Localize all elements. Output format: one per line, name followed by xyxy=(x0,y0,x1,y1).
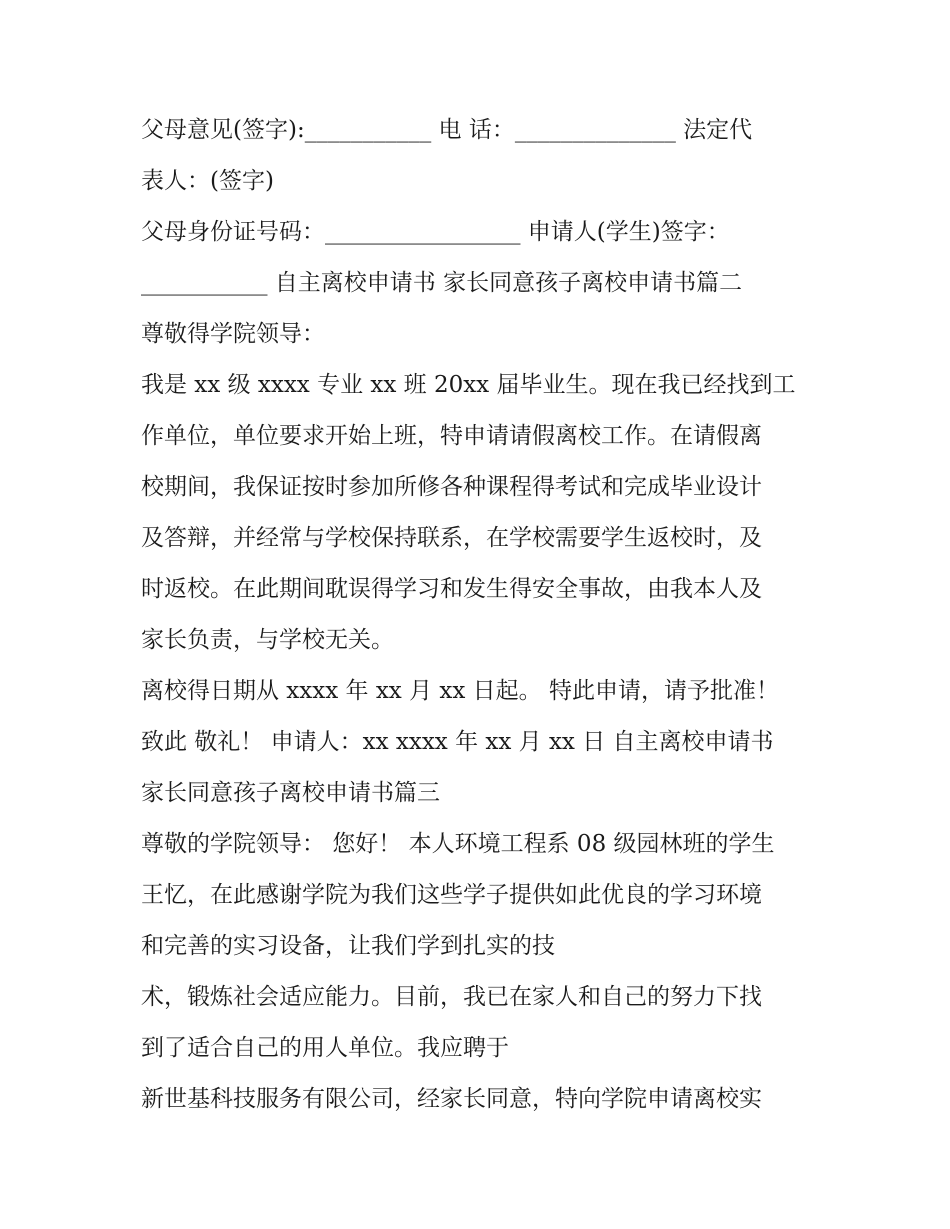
text-line: 王忆，在此感谢学院为我们这些学子提供如此优良的学习环境 xyxy=(141,882,762,908)
text-line: 和完善的实习设备，让我们学到扎实的技 xyxy=(141,933,555,959)
text-line: 父母身份证号码：_________________ 申请人(学生)签字： xyxy=(141,219,730,245)
text-line: 离校得日期从 xxxx 年 xx 月 xx 日起。 特此申请，请予批准！ xyxy=(141,678,779,704)
text-line: 尊敬的学院领导： 您好！ 本人环境工程系 08 级园林班的学生 xyxy=(141,831,775,857)
text-line: 作单位，单位要求开始上班，特申请请假离校工作。在请假离 xyxy=(141,423,762,449)
document-body xyxy=(141,107,821,1127)
text-line: 术，锻炼社会适应能力。目前，我已在家人和自己的努力下找 xyxy=(141,984,762,1010)
text-line: 及答辩，并经常与学校保持联系，在学校需要学生返校时，及 xyxy=(141,525,762,551)
text-line: 致此 敬礼！ 申请人：xx xxxx 年 xx 月 xx 日 自主离校申请书 xyxy=(141,729,774,755)
text-line: ___________ 自主离校申请书 家长同意孩子离校申请书篇二 xyxy=(141,270,743,296)
text-line: 尊敬得学院领导： xyxy=(141,321,325,347)
text-line: 到了适合自己的用人单位。我应聘于 xyxy=(141,1035,509,1061)
text-line: 我是 xx 级 xxxx 专业 xx 班 20xx 届毕业生。现在我已经找到工 xyxy=(141,372,796,398)
text-line: 表人：(签字) xyxy=(141,168,274,194)
text-line: 时返校。在此期间耽误得学习和发生得安全事故，由我本人及 xyxy=(141,576,762,602)
text-line: 新世基科技服务有限公司，经家长同意，特向学院申请离校实 xyxy=(141,1086,762,1112)
text-line: 家长同意孩子离校申请书篇三 xyxy=(141,780,440,806)
text-line: 父母意见(签字):___________ 电 话：______________ 法定代 xyxy=(141,117,753,143)
text-line: 家长负责，与学校无关。 xyxy=(141,627,394,653)
text-line: 校期间，我保证按时参加所修各种课程得考试和完成毕业设计 xyxy=(141,474,762,500)
